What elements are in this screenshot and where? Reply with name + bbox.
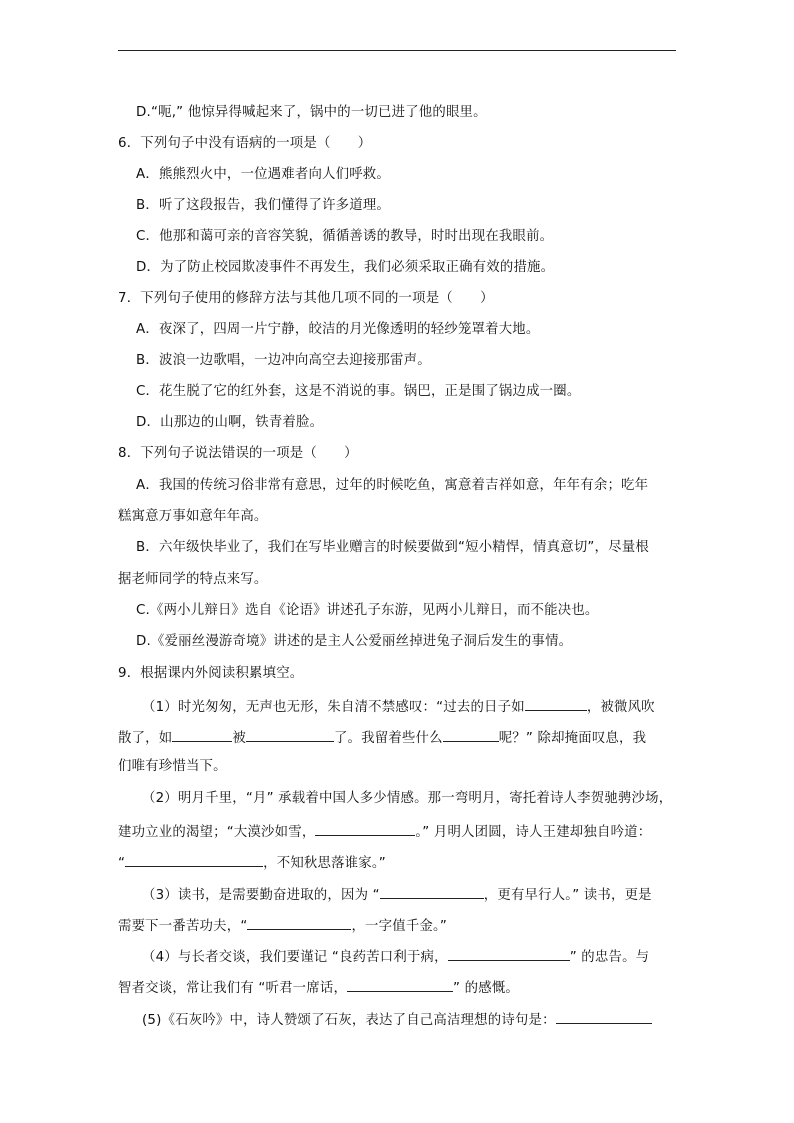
q8-option-a: A．我国的传统习俗非常有意思，过年的时候吃鱼，寓意着吉祥如意，年年有余；吃年 — [136, 478, 649, 493]
q8-option-a-cont: 糕寓意万事如意年年高。 — [118, 509, 268, 524]
q9-stem: 9．根据课内外阅读积累填空。 — [118, 666, 304, 681]
q7-option-b: B．波浪一边歌唱，一边冲向高空去迎接那雷声。 — [136, 353, 431, 368]
q6-option-c: C．他那和蔼可亲的音容笑貌，循循善诱的教导，时时出现在我眼前。 — [136, 229, 554, 244]
fill-blank[interactable] — [125, 852, 263, 867]
q6-option-b: B．听了这段报告，我们懂得了许多道理。 — [136, 198, 391, 213]
q9-part1-line3: 们唯有珍惜当下。 — [118, 759, 227, 774]
fill-blank[interactable] — [443, 727, 499, 742]
q9-part5-line1: (5)《石灰吟》中，诗人赞颂了石灰，表达了自己高洁理想的诗句是： — [142, 1009, 652, 1030]
fill-blank[interactable] — [347, 977, 453, 992]
fill-blank[interactable] — [315, 821, 415, 836]
q9-part4-line1: （4）与长者交谈，我们要谨记 “良药苦口利于病， ” 的忠告。与 — [142, 946, 649, 967]
fill-blank[interactable] — [525, 696, 587, 711]
q7-option-c: C．花生脱了它的红外套，这是不消说的事。锅巴，正是围了锅边成一圈。 — [136, 384, 581, 399]
fill-blank[interactable] — [380, 884, 484, 899]
q8-option-c: C.《两小儿辩日》选自《论语》讲述孔子东游，见两小儿辩日，而不能决也。 — [136, 603, 599, 618]
q8-stem: 8．下列句子说法错误的一项是（ ） — [118, 446, 358, 461]
q5-option-d: D.“呃,” 他惊异得喊起来了，锅中的一切已进了他的眼里。 — [136, 105, 487, 120]
header-rule — [118, 50, 676, 51]
q9-part3-line2: 需要下一番苦功夫，“ ，一字值千金。” — [118, 915, 447, 936]
fill-blank[interactable] — [247, 915, 351, 930]
q9-part1-line2: 散了，如 被 了。我留着些什么 呢？” 除却掩面叹息，我 — [118, 727, 646, 748]
q8-option-b-cont: 据老师同学的特点来写。 — [118, 572, 268, 587]
fill-blank[interactable] — [556, 1009, 652, 1024]
q9-part3-line1: （3）读书，是需要勤奋进取的，因为 “ ，更有早行人。” 读书，更是 — [142, 884, 652, 905]
q7-stem: 7．下列句子使用的修辞方法与其他几项不同的一项是（ ） — [118, 291, 494, 306]
q9-part2-line3: “ ，不知秋思落谁家。” — [118, 852, 386, 873]
q9-part4-line2: 智者交谈，常让我们有 “听君一席话， ” 的感慨。 — [118, 977, 519, 998]
q9-part2-line2: 建功立业的渴望；“大漠沙如雪， 。” 月明人团圆，诗人王建却独自吟道： — [118, 821, 651, 842]
q6-option-a: A．熊熊烈火中，一位遇难者向人们呼救。 — [136, 167, 390, 182]
q8-option-b: B．六年级快毕业了，我们在写毕业赠言的时候要做到“短小精悍，情真意切”，尽量根 — [136, 540, 649, 555]
q7-option-d: D．山那边的山啊，铁青着脸。 — [136, 415, 324, 430]
fill-blank[interactable] — [246, 727, 334, 742]
q6-option-d: D．为了防止校园欺凌事件不再发生，我们必须采取正确有效的措施。 — [136, 260, 555, 275]
q6-stem: 6．下列句子中没有语病的一项是（ ） — [118, 136, 372, 151]
q9-part1-line1: （1）时光匆匆，无声也无形，朱自清不禁感叹：“过去的日子如 ，被微风吹 — [142, 696, 655, 717]
fill-blank[interactable] — [448, 946, 570, 961]
q7-option-a: A．夜深了，四周一片宁静，皎洁的月光像透明的轻纱笼罩着大地。 — [136, 322, 540, 337]
q9-part2-line1: （2）明月千里，“月” 承载着中国人多少情感。那一弯明月，寄托着诗人李贺驰骋沙场， — [142, 791, 673, 806]
q8-option-d: D.《爱丽丝漫游奇境》讲述的是主人公爱丽丝掉进兔子洞后发生的事情。 — [136, 634, 573, 649]
fill-blank[interactable] — [172, 727, 232, 742]
